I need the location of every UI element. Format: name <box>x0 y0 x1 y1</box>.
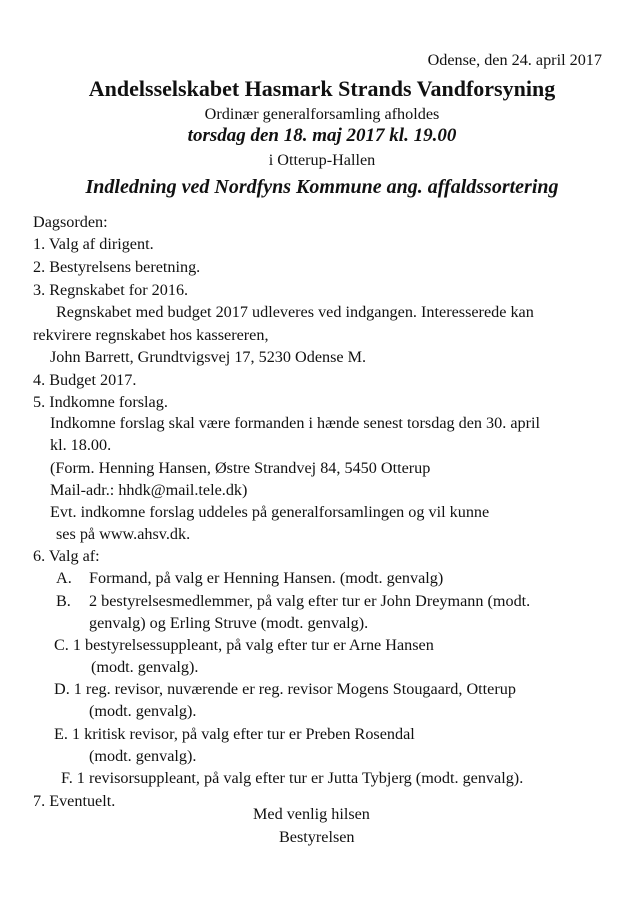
election-e-text: (modt. genvalg). <box>89 747 197 765</box>
agenda-item-2: 2. Bestyrelsens beretning. <box>33 258 201 276</box>
election-e-text: E. 1 kritisk revisor, på valg efter tur er Preben Rosendal <box>54 725 415 743</box>
election-c-text: C. 1 bestyrelsessuppleant, på valg efter tur er Arne Hansen <box>54 636 434 654</box>
agenda-item-3-text: rekvirere regnskabet hos kassereren, <box>33 326 269 344</box>
meeting-location: i Otterup-Hallen <box>268 151 376 169</box>
election-d-text: (modt. genvalg). <box>89 702 197 720</box>
election-f-text: F. 1 revisorsuppleant, på valg efter tur er Jutta Tybjerg (modt. genvalg). <box>61 769 524 787</box>
meeting-date-time: torsdag den 18. maj 2017 kl. 19.00 <box>187 125 457 146</box>
agenda-item-5-text: Indkomne forslag skal være formanden i hænde senest torsdag den 30. april <box>50 414 541 432</box>
agenda-item-3-address: John Barrett, Grundtvigsvej 17, 5230 Odense M. <box>50 348 367 366</box>
agenda-item-3: 3. Regnskabet for 2016. <box>33 281 189 299</box>
election-c-text: (modt. genvalg). <box>91 658 199 676</box>
agenda-item-7: 7. Eventuelt. <box>33 792 116 810</box>
agenda-item-5-website: ses på www.ahsv.dk. <box>56 525 191 543</box>
meeting-subtitle: Ordinær generalforsamling afholdes <box>204 105 440 123</box>
agenda-item-4: 4. Budget 2017. <box>33 371 137 389</box>
election-b-text: genvalg) og Erling Struve (modt. genvalg). <box>89 614 369 632</box>
date-line: Odense, den 24. april 2017 <box>427 51 602 69</box>
intro-line: Indledning ved Nordfyns Kommune ang. affaldssortering <box>85 176 559 198</box>
agenda-item-1: 1. Valg af dirigent. <box>33 235 154 253</box>
election-d-text: D. 1 reg. revisor, nuværende er reg. revisor Mogens Stougaard, Otterup <box>54 680 516 698</box>
agenda-item-5-text: kl. 18.00. <box>50 436 112 454</box>
agenda-item-6: 6. Valg af: <box>33 547 100 565</box>
election-a-letter: A. <box>56 569 72 587</box>
election-a-text: Formand, på valg er Henning Hansen. (modt. genvalg) <box>89 569 444 587</box>
agenda-item-5-text: Evt. indkomne forslag uddeles på generalforsamlingen og vil kunne <box>50 503 490 521</box>
closing-greeting: Med venlig hilsen <box>253 805 370 823</box>
election-b-text: 2 bestyrelsesmedlemmer, på valg efter tur er John Dreymann (modt. <box>89 592 531 610</box>
agenda-heading: Dagsorden: <box>33 213 108 231</box>
agenda-item-5-text: (Form. Henning Hansen, Østre Strandvej 84, 5450 Otterup <box>50 459 431 477</box>
agenda-item-5-email: Mail-adr.: hhdk@mail.tele.dk) <box>50 481 248 499</box>
agenda-item-3-text: Regnskabet med budget 2017 udleveres ved indgangen. Interesserede kan <box>56 303 534 321</box>
document-title: Andelsselskabet Hasmark Strands Vandforsyning <box>88 76 556 101</box>
agenda-item-5: 5. Indkomne forslag. <box>33 393 168 411</box>
election-b-letter: B. <box>56 592 71 610</box>
closing-signature: Bestyrelsen <box>279 828 355 846</box>
